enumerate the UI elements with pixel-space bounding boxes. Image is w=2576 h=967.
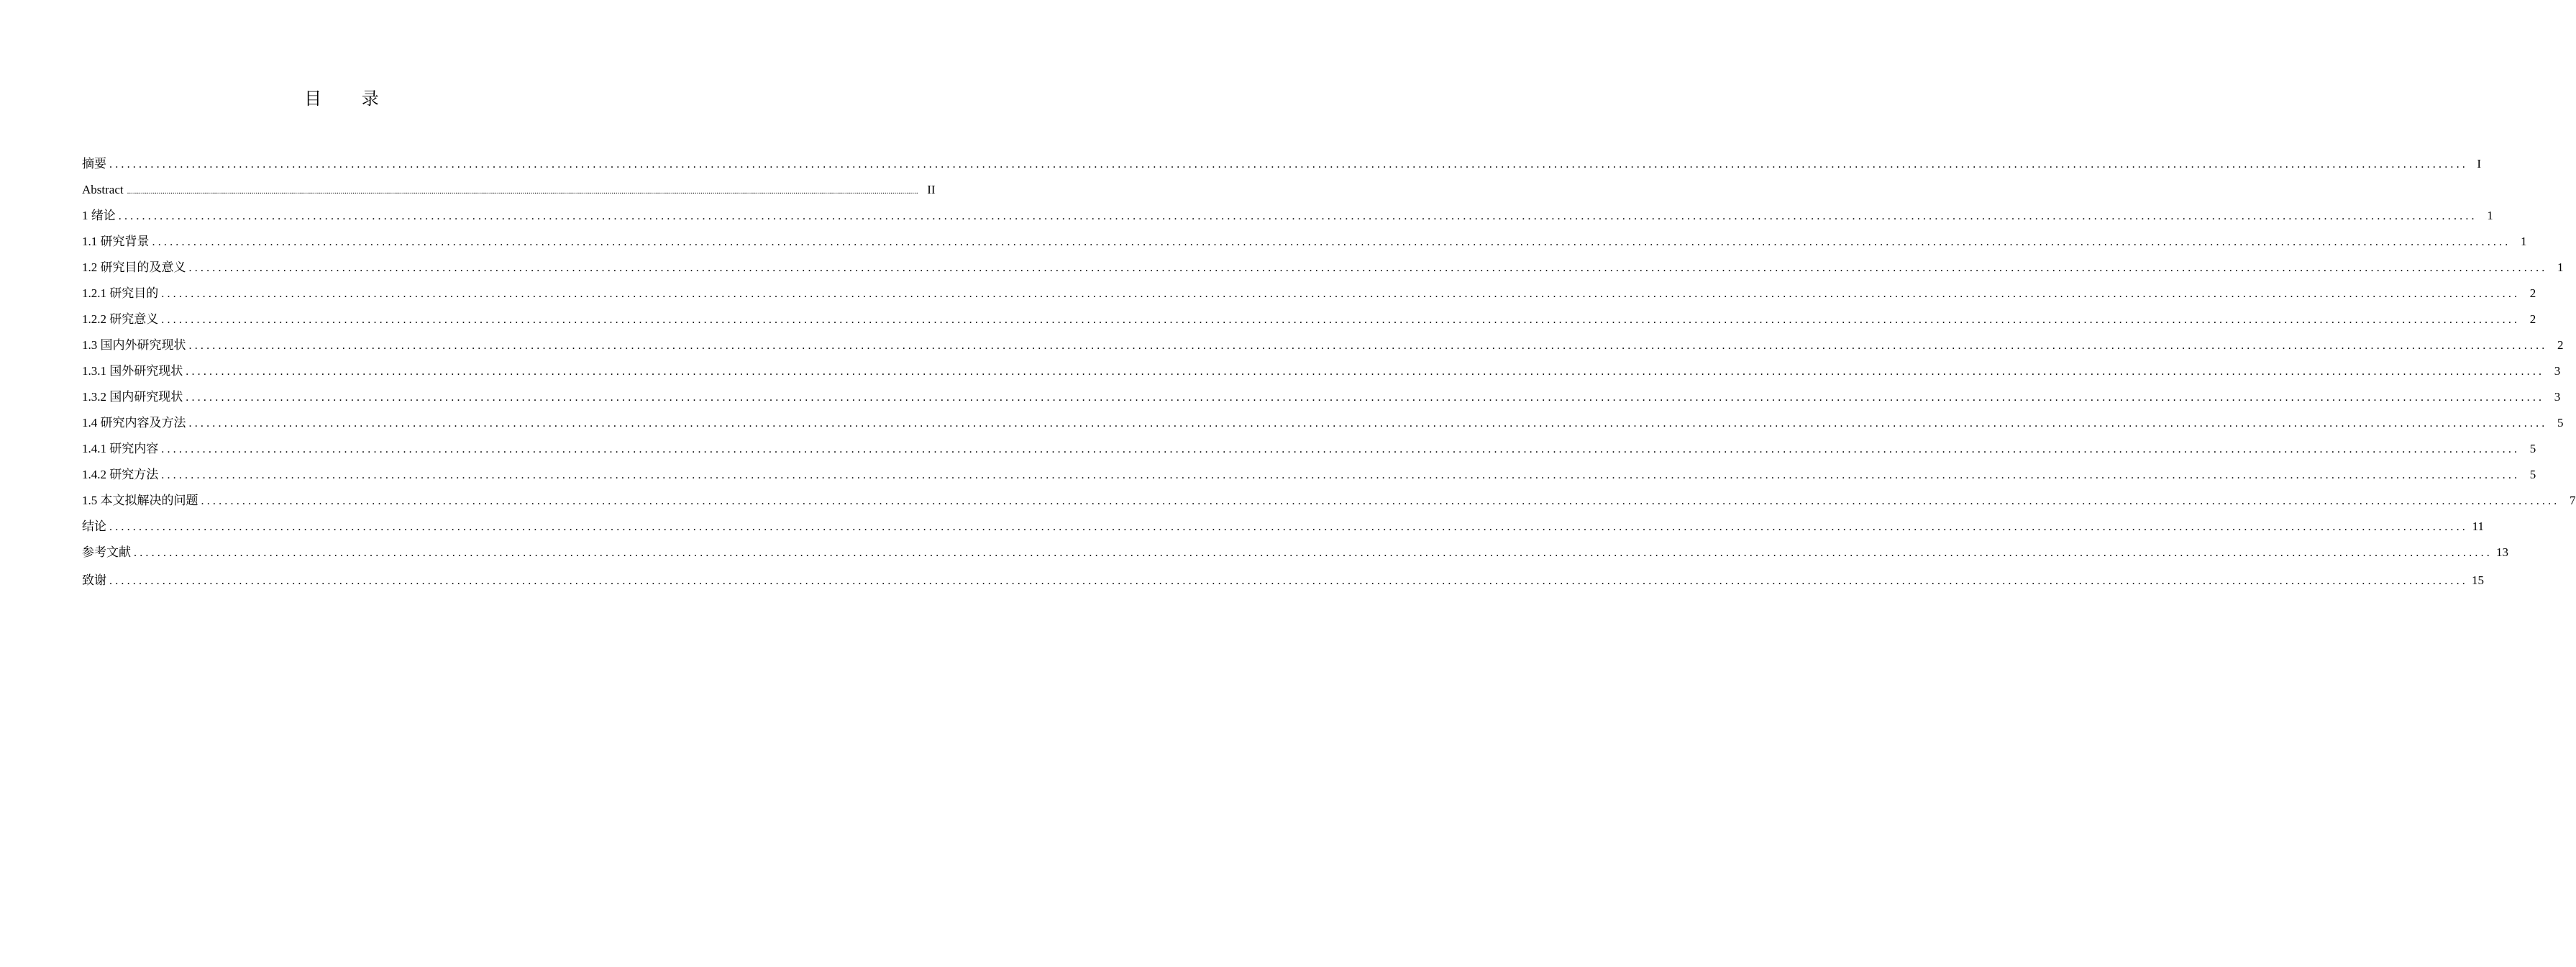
- toc-entry-label: 1.1 研究背景: [82, 235, 150, 248]
- toc-entry-label: 1.4.1 研究内容: [82, 442, 159, 455]
- toc-entry-page: 1: [2487, 209, 2493, 222]
- toc-entry-1-2-1[interactable]: [82, 281, 2536, 307]
- toc-entry-1-3-2[interactable]: [82, 384, 2561, 410]
- toc-entry-page: I: [2477, 157, 2481, 171]
- dot-leader: ................................................................................................................................................................................................................................................................................................................................................................................................................: [188, 262, 2548, 274]
- toc-entry-label: 1.3.1 国外研究现状: [82, 364, 183, 378]
- toc-entry-conclusion[interactable]: [82, 514, 2484, 540]
- dot-leader: ................................................................................................................................................................................................................................................................................................................................................................................................................: [109, 521, 2468, 533]
- toc-entry-page: 11: [2472, 519, 2484, 533]
- toc-entry-page: 5: [2529, 442, 2536, 455]
- toc-entry-label: 1.4 研究内容及方法: [82, 416, 186, 430]
- dot-leader: ................................................................................................................................................................................................................................................................................................................................................................................................................: [161, 443, 2521, 455]
- toc-entry-label: 参考文献: [82, 545, 131, 559]
- toc-entry-page: 3: [2554, 390, 2561, 404]
- toc-entry-page: 3: [2554, 364, 2561, 378]
- toc-entry-label: 1.3.2 国内研究现状: [82, 390, 183, 404]
- toc-entry-label: Abstract: [82, 183, 124, 196]
- toc-entry-label: 1 绪论: [82, 209, 116, 222]
- dot-leader: ................................................................................................................................................................................................................................................................................................................................................................................................................: [161, 469, 2521, 481]
- toc-entry-1-2[interactable]: [82, 255, 2564, 281]
- dot-leader: ................................................................................................................................................................................................................................................................................................................................................................................................................: [118, 210, 2477, 222]
- toc-entry-1-3-1[interactable]: [82, 358, 2561, 384]
- toc-entry-label: 1.4.2 研究方法: [82, 468, 159, 481]
- toc-entry-page: 2: [2529, 312, 2536, 326]
- toc-entry-page: 7: [2570, 494, 2576, 507]
- toc-entry-1-4-2[interactable]: [82, 462, 2536, 488]
- toc-entry-abstract-en[interactable]: [82, 177, 936, 203]
- toc-entry-label: 1.2.1 研究目的: [82, 286, 159, 300]
- toc-entry-1-1[interactable]: [82, 229, 2527, 255]
- dot-leader: ................................................................................................................................................................................................................................................................................................................................................................................................................: [152, 236, 2511, 248]
- toc-entry-label: 1.2 研究目的及意义: [82, 260, 186, 274]
- toc-entry-label: 结论: [82, 519, 106, 533]
- toc-entry-references[interactable]: [82, 540, 2508, 566]
- toc-entry-page: 15: [2472, 573, 2484, 587]
- toc-entry-1-4-1[interactable]: [82, 436, 2536, 462]
- table-of-contents: [82, 151, 2576, 594]
- toc-entry-label: 摘要: [82, 157, 106, 171]
- dot-leader: ................................................................................................................................................................................................................................................................................................................................................................................................................: [201, 495, 2560, 507]
- toc-entry-label: 1.2.2 研究意义: [82, 312, 159, 326]
- toc-entry-page: II: [927, 183, 936, 196]
- toc-entry-1-3[interactable]: [82, 332, 2564, 358]
- dot-leader: ................................................................................................................................................................................................................................................................................................................................................................................................................: [127, 187, 918, 196]
- toc-entry-1-4[interactable]: [82, 410, 2564, 436]
- page-title: 目 录: [304, 88, 396, 109]
- toc-entry-1-5[interactable]: [82, 488, 2576, 514]
- toc-entry-page: 1: [2521, 235, 2527, 248]
- dot-leader: ................................................................................................................................................................................................................................................................................................................................................................................................................: [186, 391, 2545, 404]
- toc-entry-1-2-2[interactable]: [82, 307, 2536, 332]
- toc-entry-page: 5: [2529, 468, 2536, 481]
- toc-entry-page: 13: [2496, 545, 2508, 559]
- dot-leader: ................................................................................................................................................................................................................................................................................................................................................................................................................: [188, 417, 2548, 430]
- toc-entry-label: 1.3 国内外研究现状: [82, 338, 186, 352]
- toc-entry-page: 5: [2557, 416, 2564, 430]
- dot-leader: ................................................................................................................................................................................................................................................................................................................................................................................................................: [186, 366, 2545, 378]
- toc-entry-label: 1.5 本文拟解决的问题: [82, 494, 198, 507]
- dot-leader: ................................................................................................................................................................................................................................................................................................................................................................................................................: [188, 340, 2548, 352]
- dot-leader: ................................................................................................................................................................................................................................................................................................................................................................................................................: [109, 158, 2468, 171]
- toc-entry-page: 1: [2557, 260, 2564, 274]
- dot-leader: ................................................................................................................................................................................................................................................................................................................................................................................................................: [161, 288, 2521, 300]
- dot-leader: ................................................................................................................................................................................................................................................................................................................................................................................................................: [134, 547, 2493, 559]
- dot-leader: ................................................................................................................................................................................................................................................................................................................................................................................................................: [109, 575, 2468, 587]
- toc-entry-page: 2: [2529, 286, 2536, 300]
- dot-leader: ................................................................................................................................................................................................................................................................................................................................................................................................................: [161, 314, 2521, 326]
- toc-entry-page: 2: [2557, 338, 2564, 352]
- toc-entry-label: 致谢: [82, 573, 106, 587]
- toc-entry-chapter-1[interactable]: [82, 203, 2493, 229]
- toc-entry-abstract-cn[interactable]: [82, 151, 2481, 177]
- toc-entry-acknowledgements[interactable]: [82, 568, 2484, 594]
